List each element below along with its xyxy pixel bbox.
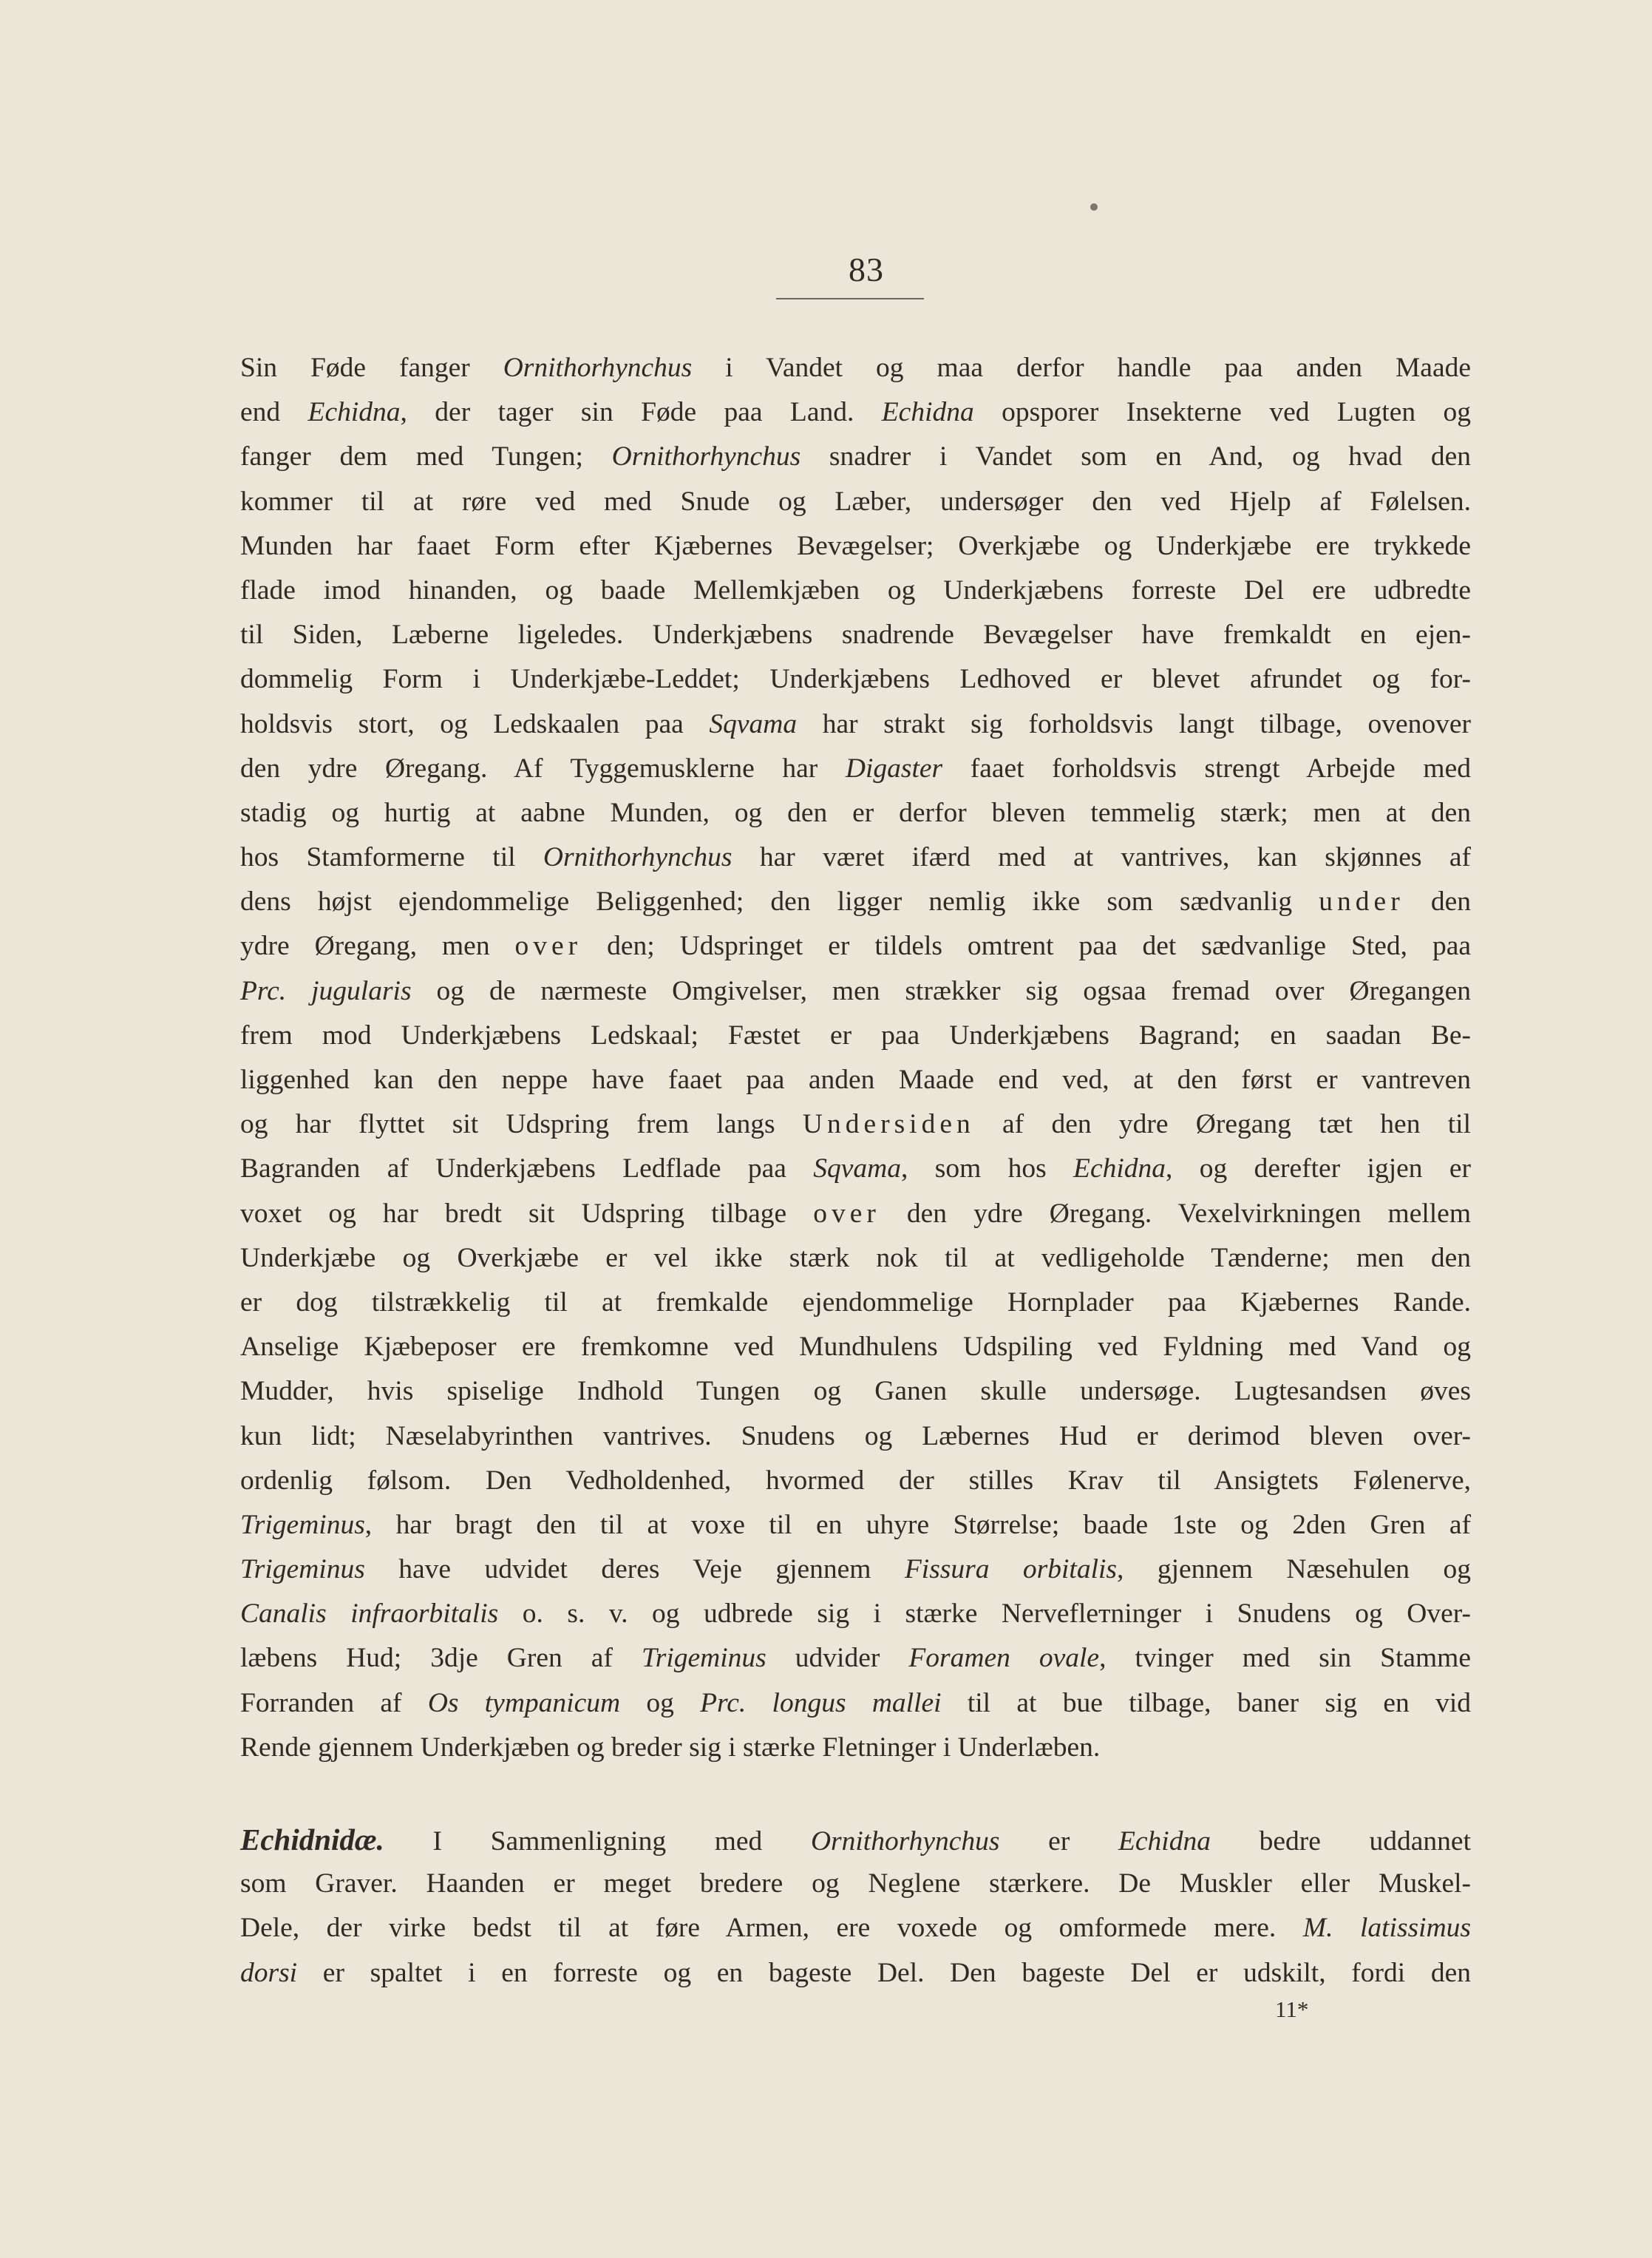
text-line <box>240 435 1471 479</box>
text-run: hos Stamformerne til <box>240 842 543 873</box>
text-run: Bagranden af Underkjæbens Ledflade paa <box>240 1153 814 1184</box>
italic-term: Prc. jugularis <box>240 975 412 1006</box>
text-line <box>240 1636 1471 1681</box>
text-line <box>240 1281 1471 1325</box>
text-run: frem mod Underkjæbens Ledskaal; Fæstet er paa Underkjæbens Bagrand; en saadan Be- <box>240 1020 1471 1051</box>
text-run: , tvinger med sin Stamme <box>1099 1643 1471 1674</box>
text-run: Rende gjennem Underkjæben og breder sig i stærke Fletninger i Underlæben. <box>240 1732 1101 1763</box>
text-run: og de nærmeste Omgivelser, men strækker sig ogsaa fremad over Øregangen <box>411 975 1471 1006</box>
text-line <box>240 1547 1471 1592</box>
text-line <box>240 390 1471 435</box>
italic-term: M. latissimus <box>1302 1913 1471 1944</box>
text-run: har strakt sig forholdsvis langt tilbage, ovenover <box>797 708 1471 739</box>
text-run: liggenhed kan den neppe have faaet paa anden Maade end ved, at den først er vantreven <box>240 1065 1471 1095</box>
section-heading: Echidnidæ. <box>240 1823 384 1857</box>
text-line <box>240 1058 1471 1102</box>
text-line <box>240 1102 1471 1147</box>
text-line <box>240 569 1471 613</box>
text-run: den <box>1404 886 1471 918</box>
text-line <box>240 702 1471 747</box>
italic-term: Ornithorhynchus <box>611 441 801 472</box>
text-run: som Graver. Haanden er meget bredere og Neglene stærkere. De Muskler eller Muskel- <box>240 1868 1471 1899</box>
section-paragraph <box>240 1817 1471 1996</box>
text-line <box>240 613 1471 657</box>
text-run: kommer til at røre ved med Snude og Læber, undersøger den ved Hjelp af Følelsen. <box>240 486 1471 517</box>
text-run: stadig og hurtig at aabne Munden, og den er derfor bleven temmelig stærk; men at den <box>240 797 1471 828</box>
text-run: og har flyttet sit Udspring frem langs <box>240 1109 803 1140</box>
ink-speck <box>1090 203 1098 211</box>
text-run: kun lidt; Næselabyrinthen vantrives. Snudens og Læbernes Hud er derimod bleven over- <box>240 1420 1471 1451</box>
emphasis-spaced: over <box>514 931 582 962</box>
text-run: faaet forholdsvis strengt Arbejde med <box>942 753 1471 784</box>
text-line <box>240 969 1471 1014</box>
text-line <box>240 835 1471 880</box>
text-line <box>240 1147 1471 1191</box>
text-run: til Siden, Læberne ligeledes. Underkjæbens snadrende Bevægelser have fremkaldt en ejen- <box>240 620 1471 651</box>
text-run: , og derefter igjen er <box>1166 1153 1472 1184</box>
text-run: Anselige Kjæbeposer ere fremkomne ved Mundhulens Udspiling ved Fyldning med Vand og <box>240 1332 1471 1363</box>
text-run: er dog tilstrækkelig til at fremkalde ejendommelige Hornplader paa Kjæbernes Rande. <box>240 1286 1471 1318</box>
text-line <box>240 880 1471 924</box>
text-run: , der tager sin Føde paa Land. <box>400 397 882 428</box>
text-run: den ydre Øregang. Vexelvirkningen mellem <box>880 1198 1471 1229</box>
text-run: dens højst ejendommelige Beliggenhed; den ligger nemlig ikke som sædvanlig <box>240 886 1319 918</box>
text-run: opsporer Insekterne ved Lugten og <box>973 397 1471 428</box>
text-line <box>240 1726 1471 1770</box>
text-line <box>240 1369 1471 1414</box>
text-run: udvider <box>766 1643 909 1674</box>
text-run: af den ydre Øregang tæt hen til <box>974 1109 1471 1140</box>
emphasis-spaced: under <box>1319 886 1404 918</box>
text-run: ordenlig følsom. Den Vedholdenhed, hvormed der stilles Krav til Ansigtets Følenerve, <box>240 1465 1471 1496</box>
italic-term: Ornithorhynchus <box>543 842 732 873</box>
italic-term: Echidna <box>881 397 974 428</box>
text-run: holdsvis stort, og Ledskaalen paa <box>240 708 710 739</box>
text-line <box>240 1681 1471 1726</box>
italic-term: Echidna <box>1073 1153 1166 1184</box>
text-run: have udvidet deres Veje gjennem <box>364 1554 905 1585</box>
text-run: læbens Hud; 3dje Gren af <box>240 1643 642 1674</box>
text-line <box>240 657 1471 702</box>
text-line <box>240 791 1471 835</box>
italic-term: Trigeminus <box>240 1554 365 1585</box>
text-run: , gjennem Næsehulen og <box>1117 1554 1471 1585</box>
italic-term: Sqvama <box>709 708 798 739</box>
text-line <box>240 1592 1471 1636</box>
italic-term: Echidna <box>307 397 401 428</box>
text-run: dommelig Form i Underkjæbe-Leddet; Underkjæbens Ledhoved er blevet afrundet og for- <box>240 664 1471 695</box>
italic-term: Fissura orbitalis <box>904 1554 1118 1585</box>
italic-term: Ornithorhynchus <box>810 1826 1000 1857</box>
text-line <box>240 480 1471 524</box>
italic-term: Foramen ovale <box>908 1643 1100 1674</box>
text-run: Munden har faaet Form efter Kjæbernes Bevægelser; Overkjæbe og Underkjæbe ere trykkede <box>240 530 1471 561</box>
italic-term: dorsi <box>240 1957 298 1988</box>
italic-term: Trigeminus <box>240 1509 365 1540</box>
text-line <box>240 1906 1471 1950</box>
text-run: o. s. v. og udbrede sig i stærke Nerveflетninger i Snudens og Over- <box>498 1598 1471 1630</box>
text-run: Forranden af <box>240 1687 428 1718</box>
text-run: snadrer i Vandet som en And, og hvad den <box>800 441 1471 472</box>
text-run: Sin Føde fanger <box>240 353 503 383</box>
italic-term: Os tympanicum <box>427 1687 621 1718</box>
text-line <box>240 924 1471 969</box>
italic-term: Digaster <box>845 753 943 784</box>
text-line <box>240 346 1471 390</box>
emphasis-spaced: Undersiden <box>802 1109 975 1140</box>
text-run: flade imod hinanden, og baade Mellemkjæben og Underkjæbens forreste Del ere udbredte <box>240 574 1471 606</box>
text-line <box>240 1414 1471 1459</box>
emphasis-spaced: over <box>813 1198 880 1229</box>
text-line <box>240 1862 1471 1906</box>
italic-term: Prc. longus mallei <box>700 1687 942 1718</box>
text-run: den ydre Øregang. Af Tyggemusklerne har <box>240 753 846 784</box>
signature-mark: 11* <box>1275 1996 1309 2022</box>
text-line <box>240 1325 1471 1369</box>
text-run: ydre Øregang, men <box>240 931 515 962</box>
text-line <box>240 747 1471 791</box>
text-run: Mudder, hvis spiselige Indhold Tungen og Ganen skulle undersøge. Lugtesandsen øves <box>240 1376 1471 1407</box>
body-paragraph <box>240 346 1471 1770</box>
text-run: har været ifærd med at vantrives, kan skjønnes af <box>732 842 1471 873</box>
italic-term: Sqvama <box>813 1153 901 1184</box>
text-run: fanger dem med Tungen; <box>240 441 612 472</box>
text-run: og <box>620 1687 701 1718</box>
text-line <box>240 1951 1471 1996</box>
text-run: den; Udspringet er tildels omtrent paa det sædvanlige Sted, paa <box>582 931 1471 962</box>
text-run: Underkjæbe og Overkjæbe er vel ikke stærk nok til at vedligeholde Tænderne; men den <box>240 1242 1471 1273</box>
text-line <box>240 1236 1471 1281</box>
italic-term: Echidna <box>1118 1826 1211 1857</box>
text-line <box>240 1192 1471 1236</box>
text-run: , har bragt den til at voxe til en uhyre Størrelse; baade 1ste og 2den Gren af <box>364 1509 1471 1540</box>
text-run: er spaltet i en forreste og en bageste Del. Den bageste Del er udskilt, fordi den <box>297 1957 1471 1988</box>
text-line <box>240 524 1471 569</box>
italic-term: Canalis infraorbitalis <box>240 1598 499 1630</box>
text-run: end <box>240 397 308 428</box>
italic-term: Ornithorhynchus <box>503 353 693 383</box>
text-line <box>240 1014 1471 1058</box>
page-number: 83 <box>849 251 884 288</box>
text-run: I Sammenligning med <box>384 1826 811 1857</box>
text-line <box>240 1817 1471 1862</box>
text-run: voxet og har bredt sit Udspring tilbage <box>240 1198 814 1229</box>
text-run: Dele, der virke bedst til at føre Armen, ere voxede og omformede mere. <box>240 1913 1303 1944</box>
text-line <box>240 1459 1471 1503</box>
header-rule <box>776 298 924 299</box>
text-run: i Vandet og maa derfor handle paa anden Maade <box>692 353 1471 383</box>
text-run: bedre uddannet <box>1210 1826 1471 1857</box>
text-run: , som hos <box>901 1153 1074 1184</box>
text-run: til at bue tilbage, baner sig en vid <box>941 1687 1472 1718</box>
text-line <box>240 1503 1471 1547</box>
text-run: er <box>999 1826 1118 1857</box>
italic-term: Trigeminus <box>641 1643 766 1674</box>
